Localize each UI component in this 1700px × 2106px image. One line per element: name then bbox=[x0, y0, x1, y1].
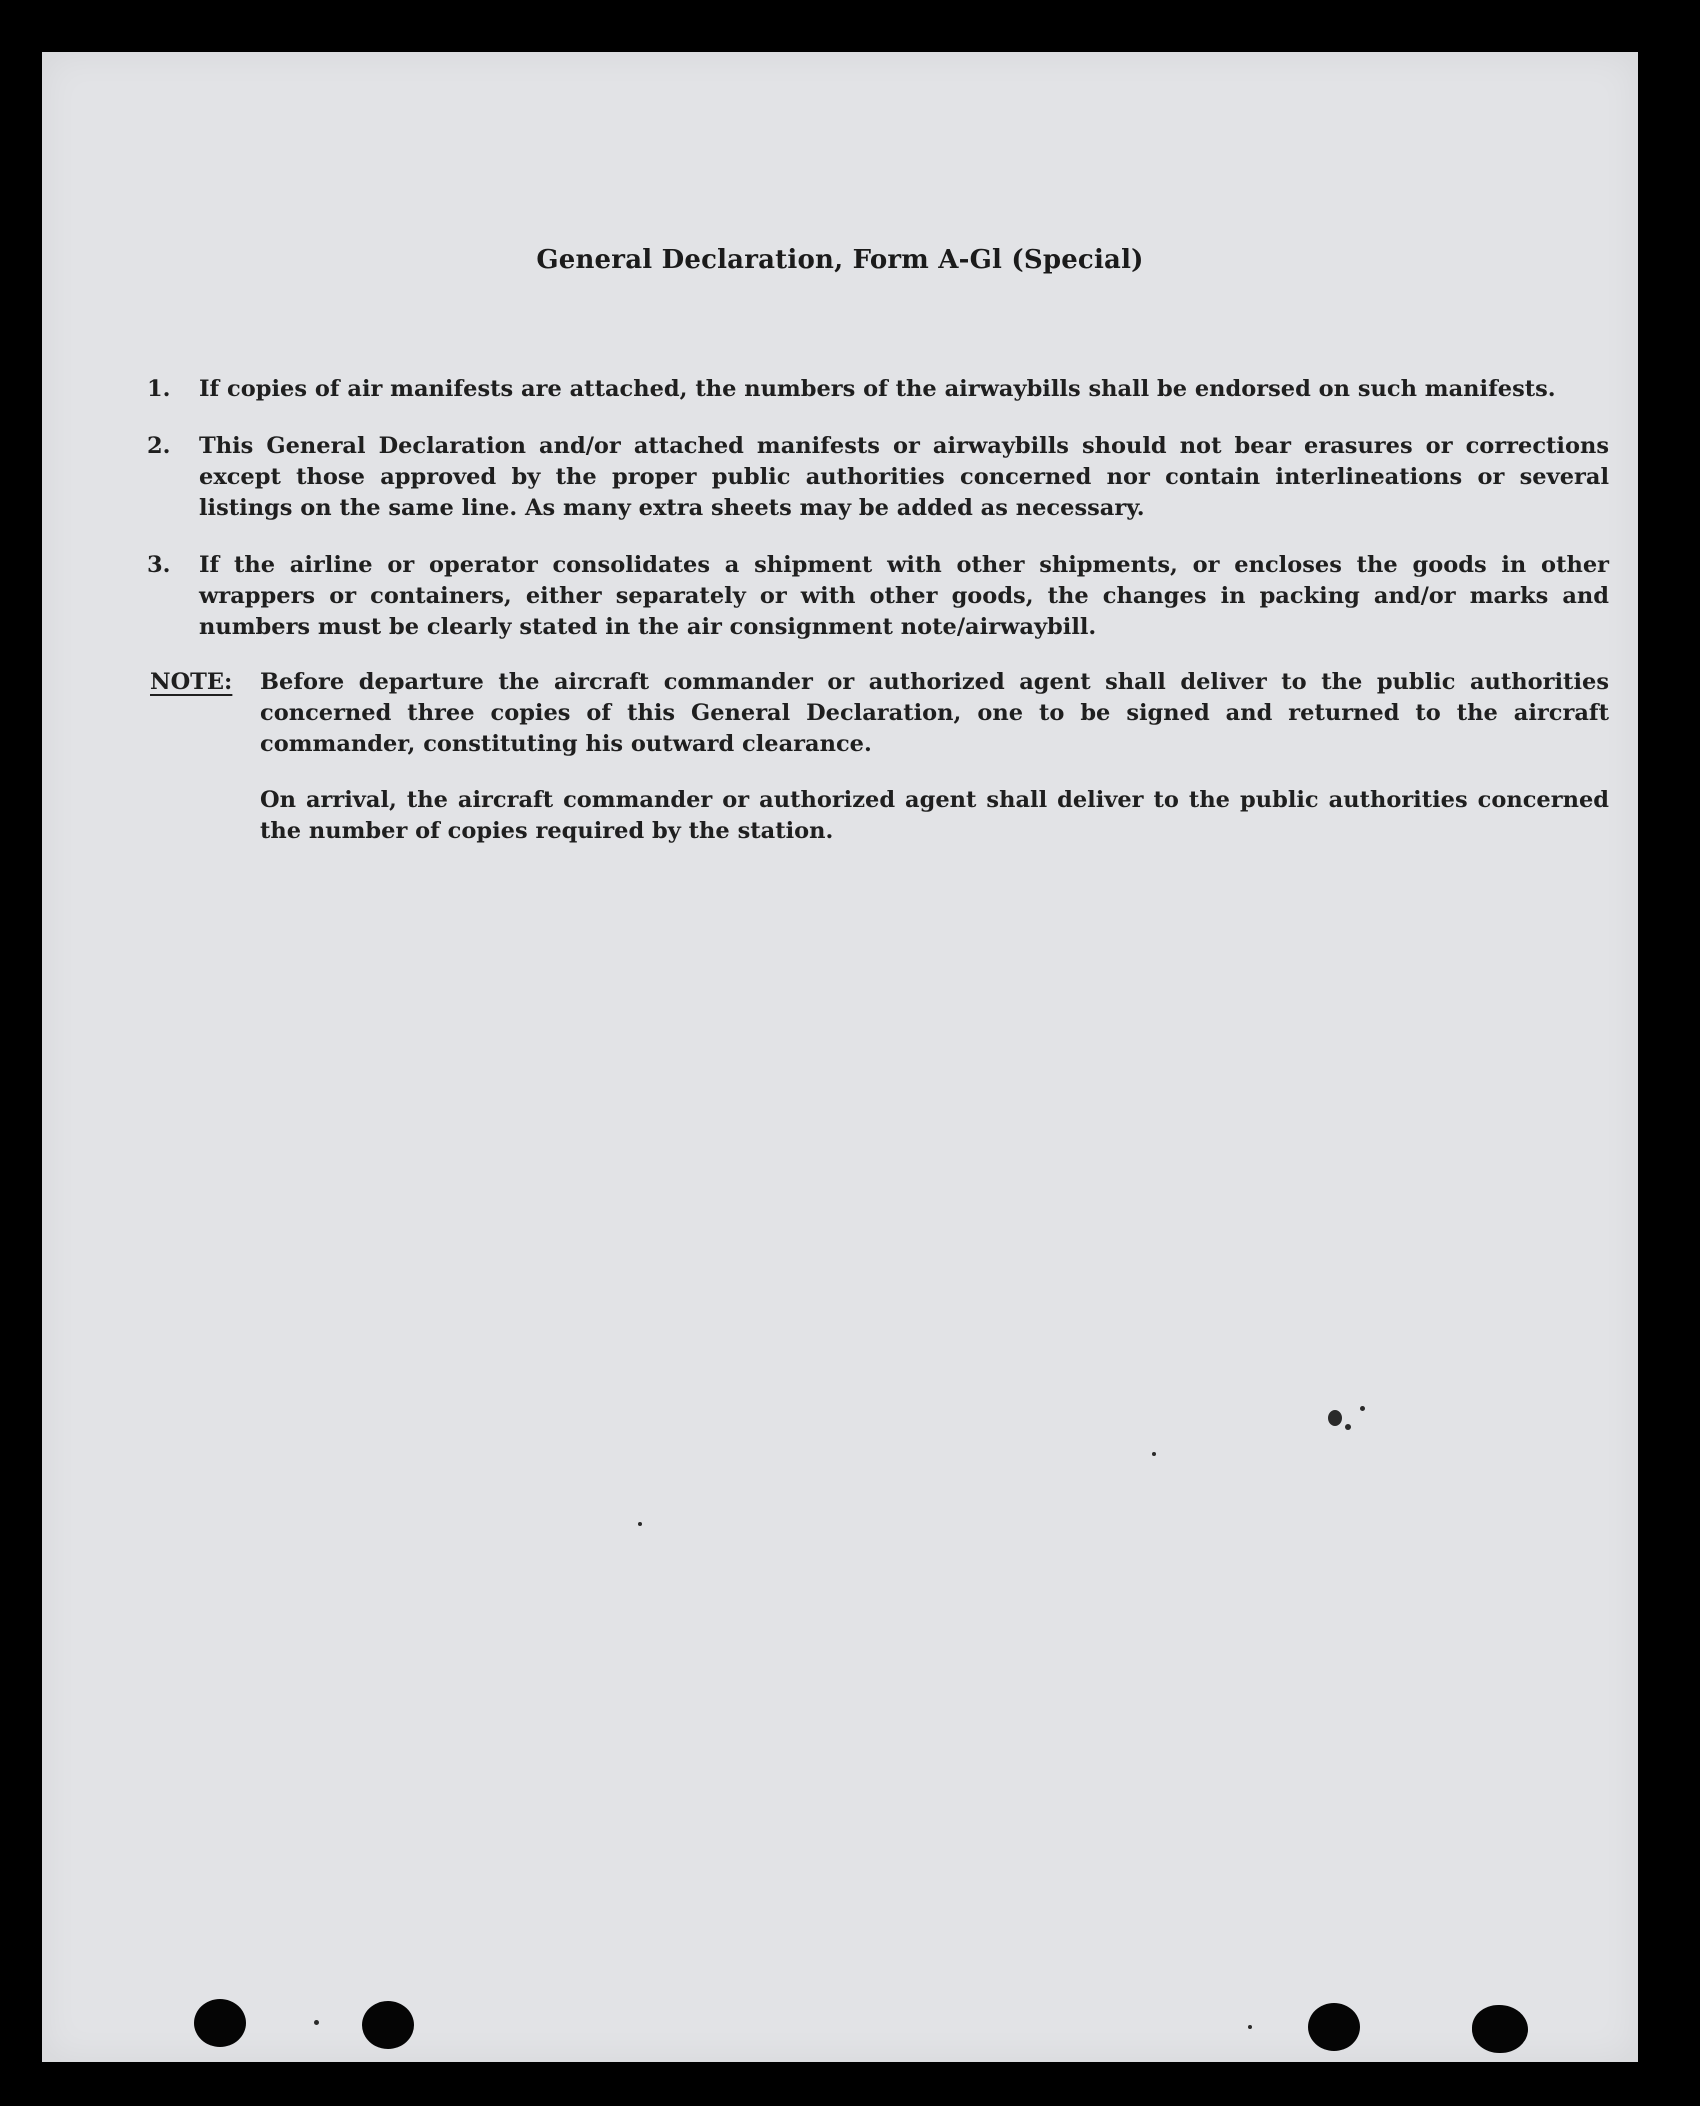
punch-hole bbox=[194, 1999, 246, 2047]
ink-speck bbox=[1328, 1410, 1342, 1426]
list-item bbox=[147, 431, 1609, 524]
item-text: If copies of air manifests are attached, the numbers of the airwaybills shall be endorsed on such manifests. bbox=[199, 376, 1556, 402]
ink-speck bbox=[1248, 2025, 1252, 2029]
punch-hole bbox=[1308, 2003, 1360, 2051]
item-number: 2. bbox=[147, 433, 171, 459]
note-paragraph: Before departure the aircraft commander or authorized agent shall deliver to the public authorities concerned three copies of this General Declaration, one to be signed and returned to the aircraft commander, constituting his outward clearance. bbox=[260, 669, 1609, 757]
document-title: General Declaration, Form A-Gl (Special) bbox=[536, 245, 1144, 275]
ink-speck bbox=[1360, 1406, 1365, 1411]
ink-speck bbox=[638, 1522, 642, 1526]
punch-hole bbox=[1472, 2005, 1528, 2053]
document-page bbox=[42, 52, 1638, 2062]
ink-speck bbox=[1345, 1424, 1351, 1430]
punch-hole bbox=[362, 2001, 414, 2049]
list-item bbox=[147, 374, 1609, 405]
ink-speck bbox=[1152, 1452, 1156, 1456]
list-item bbox=[147, 550, 1609, 643]
item-text: If the airline or operator consolidates a shipment with other shipments, or encloses the goods in other wrappers or containers, either separately or with other goods, the changes in packing and/or marks and numbers must be clearly stated in the air consignment note/airwaybill. bbox=[199, 552, 1609, 640]
note-body bbox=[260, 667, 1609, 847]
note-paragraph: On arrival, the aircraft commander or authorized agent shall deliver to the public authorities concerned the number of copies required by the station. bbox=[260, 787, 1609, 844]
note-label: NOTE: bbox=[150, 669, 233, 695]
ink-speck bbox=[314, 2020, 319, 2025]
item-text: This General Declaration and/or attached manifests or airwaybills should not bear erasures or corrections except those approved by the proper public authorities concerned nor contain interlineations or several listings on the same line. As many extra sheets may be added as necessary. bbox=[199, 433, 1609, 521]
note-section bbox=[150, 667, 1609, 847]
item-number: 3. bbox=[147, 552, 171, 578]
item-number: 1. bbox=[147, 376, 171, 402]
